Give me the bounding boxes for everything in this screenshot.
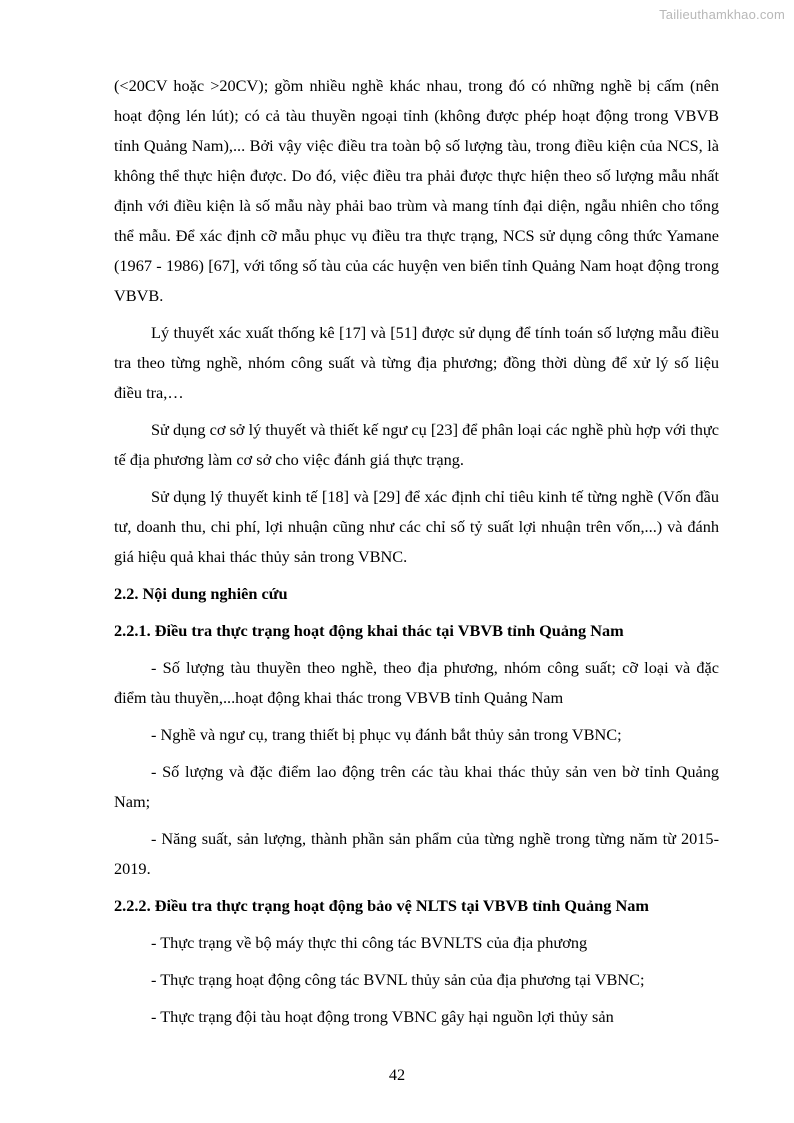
section-heading-2-2: 2.2. Nội dung nghiên cứu <box>114 584 288 603</box>
section-heading-2-2-1: 2.2.1. Điều tra thực trạng hoạt động khai thác tại VBVB tỉnh Quảng Nam <box>114 621 624 640</box>
paragraph-probability-theory: Lý thuyết xác xuất thống kê [17] và [51] được sử dụng để tính toán số lượng mẫu điều tra theo từng nghề, nhóm công suất và từng địa phương; đồng thời dùng để xử lý số liệu điều tra,… <box>114 323 719 402</box>
paragraph-continuation: (<20CV hoặc >20CV); gồm nhiều nghề khác nhau, trong đó có những nghề bị cấm (nên hoạt động lén lút); có cả tàu thuyền ngoại tỉnh (không được phép hoạt động trong VBVB tỉnh Quảng Nam),... Bởi vậy việc điều tra toàn bộ số lượng tàu, trong điều kiện của NCS, là không thể thực hiện được. Do đó, việc điều tra phải được thực hiện theo số lượng mẫu nhất định với điều kiện là số mẫu này phải bao trùm và mang tính đại diện, ngẫu nhiên cho tổng thể mẫu. Để xác định cỡ mẫu phục vụ điều tra thực trạng, NCS sử dụng công thức Yamane (1967 - 1986) [67], với tổng số tàu của các huyện ven biển tỉnh Quảng Nam hoạt động trong VBVB. <box>114 76 719 305</box>
list-item: - Số lượng tàu thuyền theo nghề, theo địa phương, nhóm công suất; cỡ loại và đặc điểm tàu thuyền,...hoạt động khai thác trong VBVB tỉnh Quảng Nam <box>114 658 719 707</box>
list-item: - Số lượng và đặc điểm lao động trên các tàu khai thác thủy sản ven bờ tỉnh Quảng Nam; <box>114 762 719 811</box>
list-item: - Thực trạng về bộ máy thực thi công tác BVNLTS của địa phương <box>151 933 588 952</box>
paragraph-economic-theory: Sử dụng lý thuyết kinh tế [18] và [29] để xác định chỉ tiêu kinh tế từng nghề (Vốn đầu tư, doanh thu, chi phí, lợi nhuận cũng như các chỉ số tỷ suất lợi nhuận trên vốn,...) và đánh giá hiệu quả khai thác thủy sản trong VBNC. <box>114 487 719 566</box>
list-item: - Năng suất, sản lượng, thành phần sản phẩm của từng nghề trong từng năm từ 2015-2019. <box>114 829 719 878</box>
list-item: - Thực trạng hoạt động công tác BVNL thủy sản của địa phương tại VBNC; <box>151 970 645 989</box>
list-item: - Nghề và ngư cụ, trang thiết bị phục vụ đánh bắt thủy sản trong VBNC; <box>151 725 622 744</box>
document-body <box>114 71 719 1039</box>
section-heading-2-2-2: 2.2.2. Điều tra thực trạng hoạt động bảo vệ NLTS tại VBVB tỉnh Quảng Nam <box>114 896 649 915</box>
page-number: 42 <box>388 1065 406 1084</box>
paragraph-fishing-gear-theory: Sử dụng cơ sở lý thuyết và thiết kế ngư cụ [23] để phân loại các nghề phù hợp với thực tế địa phương làm cơ sở cho việc đánh giá thực trạng. <box>114 420 719 469</box>
watermark: Tailieuthamkhao.com <box>659 7 785 22</box>
list-item: - Thực trạng đội tàu hoạt động trong VBNC gây hại nguồn lợi thủy sản <box>151 1007 614 1026</box>
